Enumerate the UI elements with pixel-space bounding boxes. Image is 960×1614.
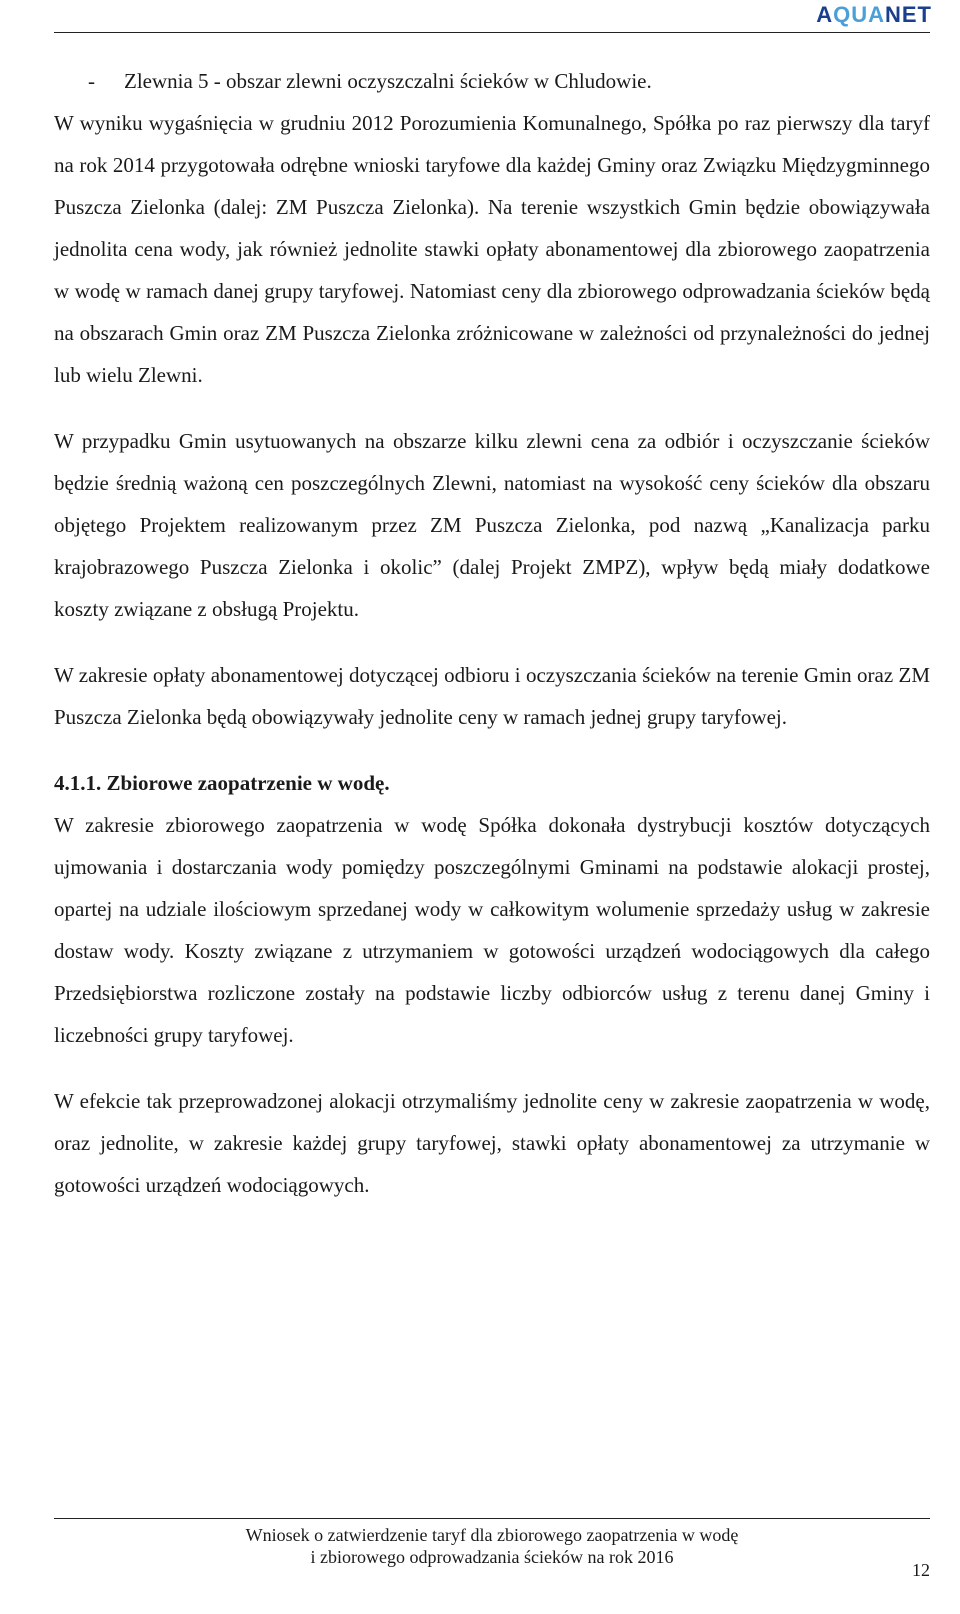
document-footer — [54, 1524, 930, 1568]
paragraph-2: W przypadku Gmin usytuowanych na obszarze kilku zlewni cena za odbiór i oczyszczanie ścieków będzie średnią ważoną cen poszczególnych Zlewni, natomiast na wysokość ceny ścieków dla obszaru objętego Projektem realizowanym przez ZM Puszcza Zielonka, pod nazwą „Kanalizacja parku krajobrazowego Puszcza Zielonka i okolic” (dalej Projekt ZMPZ), wpływ będą miały dodatkowe koszty związane z obsługą Projektu. — [54, 429, 930, 621]
section-paragraph-2: W efekcie tak przeprowadzonej alokacji otrzymaliśmy jednolite ceny w zakresie zaopatrzenia w wodę, oraz jednolite, w zakresie każdej grupy taryfowej, stawki opłaty abonamentowej za utrzymanie w gotowości urządzeń wodociągowych. — [54, 1089, 930, 1197]
bullet-item — [54, 60, 930, 102]
bullet-dash: - — [88, 69, 95, 93]
logo-prefix: A — [816, 2, 834, 27]
section-heading: 4.1.1. Zbiorowe zaopatrzenie w wodę. — [54, 771, 390, 795]
footer-line-2: i zbiorowego odprowadzania ścieków na rok 2016 — [310, 1547, 674, 1567]
bullet-text: Zlewnia 5 - obszar zlewni oczyszczalni ścieków w Chludowie. — [124, 69, 652, 93]
footer-line-1: Wniosek o zatwierdzenie taryf dla zbiorowego zaopatrzenia w wodę — [245, 1525, 739, 1545]
document-body — [54, 60, 930, 1206]
section-paragraph-1: W zakresie zbiorowego zaopatrzenia w wodę Spółka dokonała dystrybucji kosztów dotyczących ujmowania i dostarczania wody pomiędzy poszczególnymi Gminami na podstawie alokacji prostej, opartej na udziale ilościowym sprzedanej wody w całkowitym wolumenie sprzedaży usług w zakresie dostaw wody. Koszty związane z utrzymaniem w gotowości urządzeń wodociągowych dla całego Przedsiębiorstwa rozliczone zostały na podstawie liczby odbiorców usług z terenu danej Gminy i liczebności grupy taryfowej. — [54, 813, 930, 1047]
paragraph-1: W wyniku wygaśnięcia w grudniu 2012 Porozumienia Komunalnego, Spółka po raz pierwszy dla taryf na rok 2014 przygotowała odrębne wnioski taryfowe dla każdej Gminy oraz Związku Międzygminnego Puszcza Zielonka (dalej: ZM Puszcza Zielonka). Na terenie wszystkich Gmin będzie obowiązywała jednolita cena wody, jak również jednolite stawki opłaty abonamentowej dla zbiorowego zaopatrzenia w wodę w ramach danej grupy taryfowej. Natomiast ceny dla zbiorowego odprowadzania ścieków będą na obszarach Gmin oraz ZM Puszcza Zielonka zróżnicowane w zależności od przynależności do jednej lub wielu Zlewni. — [54, 111, 930, 387]
logo-accent: QUA — [833, 2, 885, 27]
page-number: 12 — [912, 1560, 930, 1580]
footer-divider — [54, 1518, 930, 1519]
header-divider — [54, 32, 930, 33]
paragraph-3: W zakresie opłaty abonamentowej dotyczącej odbioru i oczyszczania ścieków na terenie Gmin oraz ZM Puszcza Zielonka będą obowiązywały jednolite ceny w ramach jednej grupy taryfowej. — [54, 663, 930, 729]
aquanet-logo — [816, 0, 932, 30]
logo-suffix: NET — [885, 2, 932, 27]
